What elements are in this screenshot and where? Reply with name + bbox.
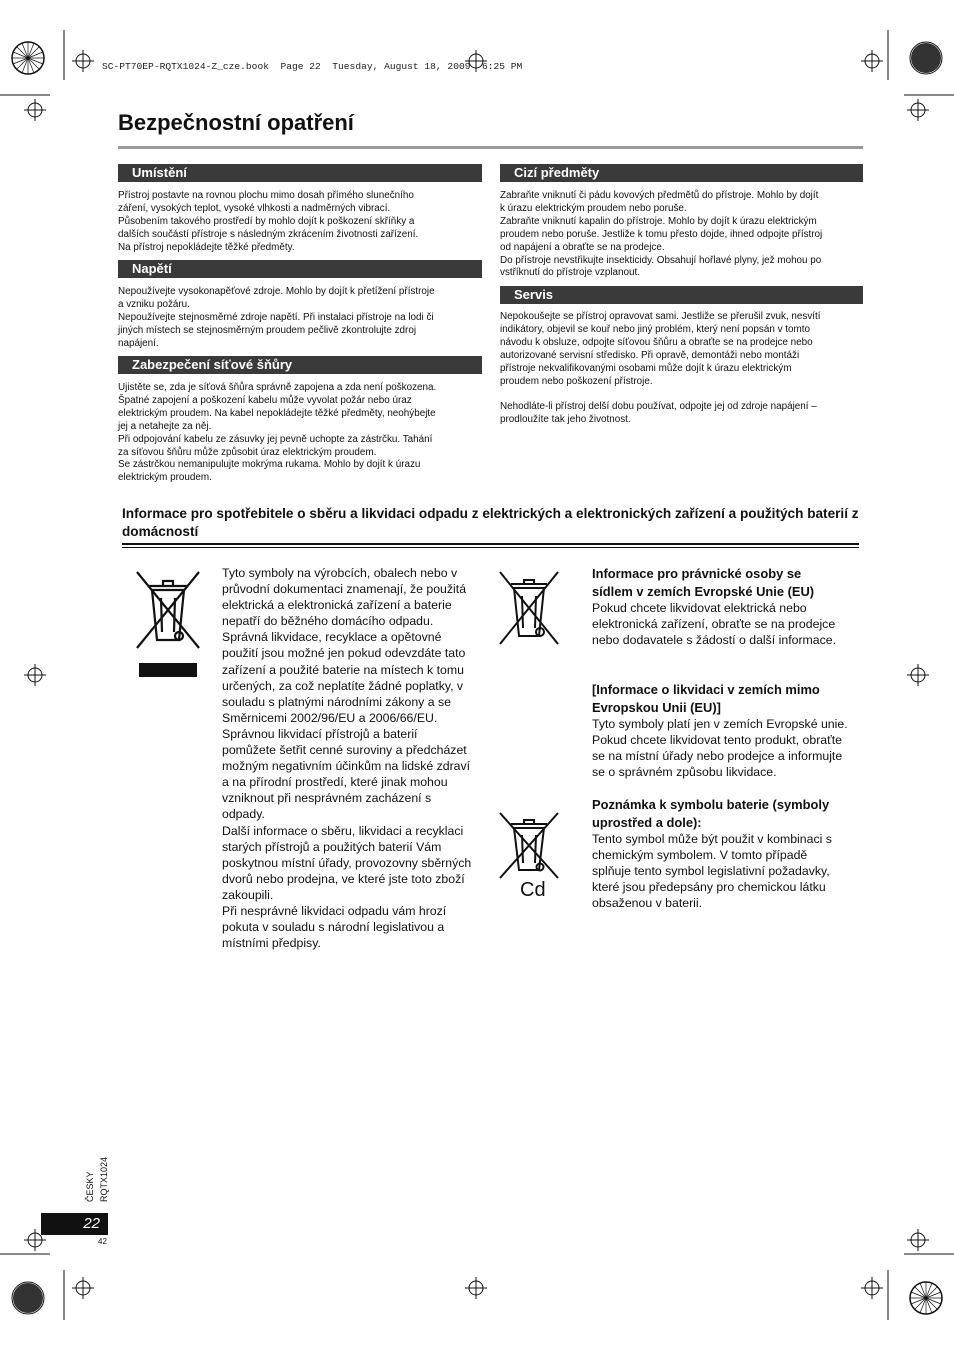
block-heading: sídlem v zemích Evropské Unie (EU) (592, 583, 815, 599)
text-line: Zabraňte vniknutí kapalin do přístroje. Mohlo by dojít k úrazu elektrickým (500, 215, 817, 227)
text-line: autorizované servisní středisko. Při opravě, demontáži nebo montáži (500, 349, 800, 361)
block-heading: uprostřed a dole): (592, 814, 702, 830)
block-heading: Poznámka k symbolu baterie (symboly (592, 797, 830, 812)
text-line: Správná likvidace, recyklace a opětovné (222, 630, 442, 645)
section-heading-foreign-objects: Cizí předměty (500, 164, 863, 182)
text-line: Při odpojování kabelu ze zásuvky jej pevně uchopte za zástrčku. Tahání (118, 433, 433, 445)
book-info-line: SC-PT70EP-RQTX1024-Z_cze.book Page 22 Tuesday, August 18, 2009 6:25 PM (102, 61, 523, 72)
language-label: ČESKY (85, 1171, 95, 1202)
text-line: zakoupili. (222, 887, 274, 902)
text-line: Správnou likvidací přístrojů a baterií (222, 726, 418, 741)
disposal-main-text (222, 565, 484, 951)
text-line: elektronická zařízení, obraťte se na prodejce (592, 617, 836, 632)
text-line: za síťovou šňůru může způsobit úraz elektrickým proudem. (118, 446, 377, 458)
text-line: chemickým symbolem. V tomto případě (592, 848, 808, 863)
text-line: záření, vysokých teplot, vysoké vlhkosti a nadměrných vibrací. (118, 202, 391, 214)
section-heading-voltage: Napětí (118, 260, 482, 278)
section-text-placement (118, 190, 482, 255)
text-line: napájení. (118, 337, 159, 349)
crossed-bin-icon (496, 568, 562, 653)
text-line: obsaženou v baterii. (592, 896, 703, 911)
text-line: Směrnicemi 2002/96/EU a 2006/66/EU. (222, 710, 438, 725)
text-line: průvodní dokumentaci znamenají, že použitá (222, 582, 467, 597)
text-line: proudem nebo poruše. Jestliže k tomu přesto dojde, ihned odpojte přístroj (500, 228, 823, 240)
text-line: Působením takového prostředí by mohlo dojít k poškození skříňky a (118, 215, 415, 227)
text-line: Pokud chcete likvidovat tento produkt, obraťte (592, 733, 843, 748)
text-line: jiných místech se stejnosměrným proudem pečlivě zkontrolujte zdroj (118, 324, 417, 336)
text-line: Tyto symboly platí jen v zemích Evropské unie. (592, 717, 848, 731)
text-line: které jsou předepsány pro chemickou látku (592, 880, 826, 895)
text-line: elektrická a elektronická zařízení a baterie (222, 598, 452, 613)
text-line: vstříknutí do přístroje vzplanout. (500, 267, 640, 279)
text-line: použití jsou možné jen pokud odevzdáte tato (222, 646, 466, 661)
section-heading-placement: Umístění (118, 164, 482, 182)
section-text-service (500, 311, 863, 427)
text-line: Nehodláte-li přístroj delší dobu používat, odpojte jej od zdroje napájení – (500, 401, 817, 413)
text-line: Nepokoušejte se přístroj opravovat sami. Jestliže se přerušil zvuk, nesvítí (500, 311, 821, 322)
text-line: se na místní úřady nebo prodejce a informujte (592, 749, 843, 764)
disposal-block-business (592, 565, 862, 648)
crossed-bin-cd-icon (496, 810, 562, 887)
text-line: a vzniku požáru. (118, 298, 190, 310)
text-line: Ujistěte se, zda je síťová šňůra správně zapojena a zda není poškozena. (118, 382, 437, 393)
section-heading-mains-cord: Zabezpečení síťové šňůry (118, 356, 482, 374)
text-line: návodu k obsluze, odpojte síťovou šňůru a obraťte se na prodejce nebo (500, 336, 813, 348)
black-bar (139, 663, 197, 677)
text-line: proudem nebo poškození přístroje. (500, 375, 653, 387)
section-text-foreign-objects (500, 190, 863, 280)
text-line: Tento symbol může být použit v kombinaci s (592, 832, 832, 846)
text-line: Nepoužívejte stejnosměrné zdroje napětí. Při instalaci přístroje na lodi či (118, 311, 434, 323)
text-line: Na přístroj nepokládejte těžké předměty. (118, 241, 295, 253)
disposal-rule (122, 543, 859, 548)
text-line: Do přístroje nevstřikujte insekticidy. Obsahují hořlavé plyny, jež mohou po (500, 254, 822, 266)
crossed-bin-icon (133, 568, 203, 657)
disposal-title: Informace pro spotřebitele o sběru a likvidaci odpadu z elektrických a elektronických zařízení a použitých baterií z domácností (122, 506, 859, 539)
text-line: Přístroj postavte na rovnou plochu mimo dosah přímého slunečního (118, 190, 414, 201)
text-line: k úrazu elektrickým proudem nebo poruše. (500, 202, 687, 214)
text-line: od napájení a obraťte se na prodejce. (500, 241, 665, 253)
text-line: indikátory, objevil se kouř nebo jiný problém, který není popsán v tomto (500, 323, 810, 335)
text-line: Zabraňte vniknutí či pádu kovových předmětů do přístroje. Mohlo by dojít (500, 190, 819, 201)
text-line: zařízení a použité baterie na místech k tomu (222, 662, 464, 677)
text-line: se o správném způsobu likvidace. (592, 765, 777, 780)
disposal-block-non-eu (592, 681, 862, 780)
cd-label: Cd (520, 879, 546, 901)
text-line: nepatří do běžného domácího odpadu. (222, 614, 434, 629)
page-title: Bezpečnostní opatření (118, 110, 354, 135)
text-line: dvorů nebo prodejna, ve které jste toto zboží (222, 871, 465, 886)
section-text-mains-cord (118, 382, 482, 485)
text-line: odpady. (222, 807, 265, 822)
text-line: Se zástrčkou nemanipulujte mokrýma rukama. Mohlo by dojít k úrazu (118, 459, 421, 471)
text-line: Další informace o sběru, likvidaci a recyklaci (222, 823, 464, 838)
text-line: určených, za což neplatíte žádné poplatky, v (222, 678, 464, 693)
page-number: 22 (41, 1213, 108, 1235)
text-line: starých přístrojů a použitých baterií Vám (222, 839, 442, 854)
text-line: prodloužíte tak jeho životnost. (500, 414, 631, 426)
text-line: vzniknout při nesprávném zacházení s (222, 791, 432, 806)
text-line (500, 388, 863, 401)
text-line: pokuta v souladu s národní legislativou a (222, 920, 445, 935)
text-line: splňuje tento symbol legislativní požadavky, (592, 864, 830, 879)
text-line: Špatné zapojení a poškození kabelu může vyvolat požár nebo úraz (118, 394, 412, 406)
text-line: Nepoužívejte vysokonapěťové zdroje. Mohlo by dojít k přetížení přístroje (118, 286, 435, 297)
text-line: poskytnou místní úřady, provozovny sběrných (222, 855, 472, 870)
block-heading: Informace pro právnické osoby se (592, 566, 802, 581)
text-line: dalších součástí přístroje s následným zkrácením životnosti zařízení. (118, 228, 419, 240)
text-line: místními předpisy. (222, 936, 321, 951)
disposal-block-battery (592, 796, 862, 911)
block-heading: Evropskou Unii (EU)] (592, 699, 721, 715)
text-line: a na přírodní prostředí, které jinak mohou (222, 775, 448, 790)
text-line: Při nesprávné likvidaci odpadu vám hrozí (222, 903, 447, 918)
model-code: RQTX1024 (99, 1156, 109, 1202)
section-text-voltage (118, 286, 482, 351)
text-line: Tyto symboly na výrobcích, obalech nebo v (222, 566, 458, 580)
block-heading: [Informace o likvidaci v zemích mimo (592, 682, 820, 697)
text-line: elektrickým proudem. (118, 472, 212, 484)
text-line: souladu s platnými národními zákony a se (222, 694, 451, 709)
text-line: jej a netahejte za něj. (118, 420, 212, 432)
text-line: přístroje nekvalifikovanými osobami může dojít k úrazu elektrickým (500, 362, 792, 374)
section-heading-service: Servis (500, 286, 863, 304)
text-line: nebo dodavatele s žádostí o další informace. (592, 633, 837, 648)
title-rule (118, 146, 863, 149)
text-line: Pokud chcete likvidovat elektrická nebo (592, 601, 807, 615)
sheet-number: 42 (98, 1237, 107, 1246)
text-line: pomůžete šetřit cenné suroviny a předcházet (222, 743, 467, 758)
text-line: možným negativním účinkům na lidské zdraví (222, 759, 471, 774)
text-line: elektrickým proudem. Na kabel nepokládejte těžké předměty, neohýbejte (118, 407, 436, 419)
